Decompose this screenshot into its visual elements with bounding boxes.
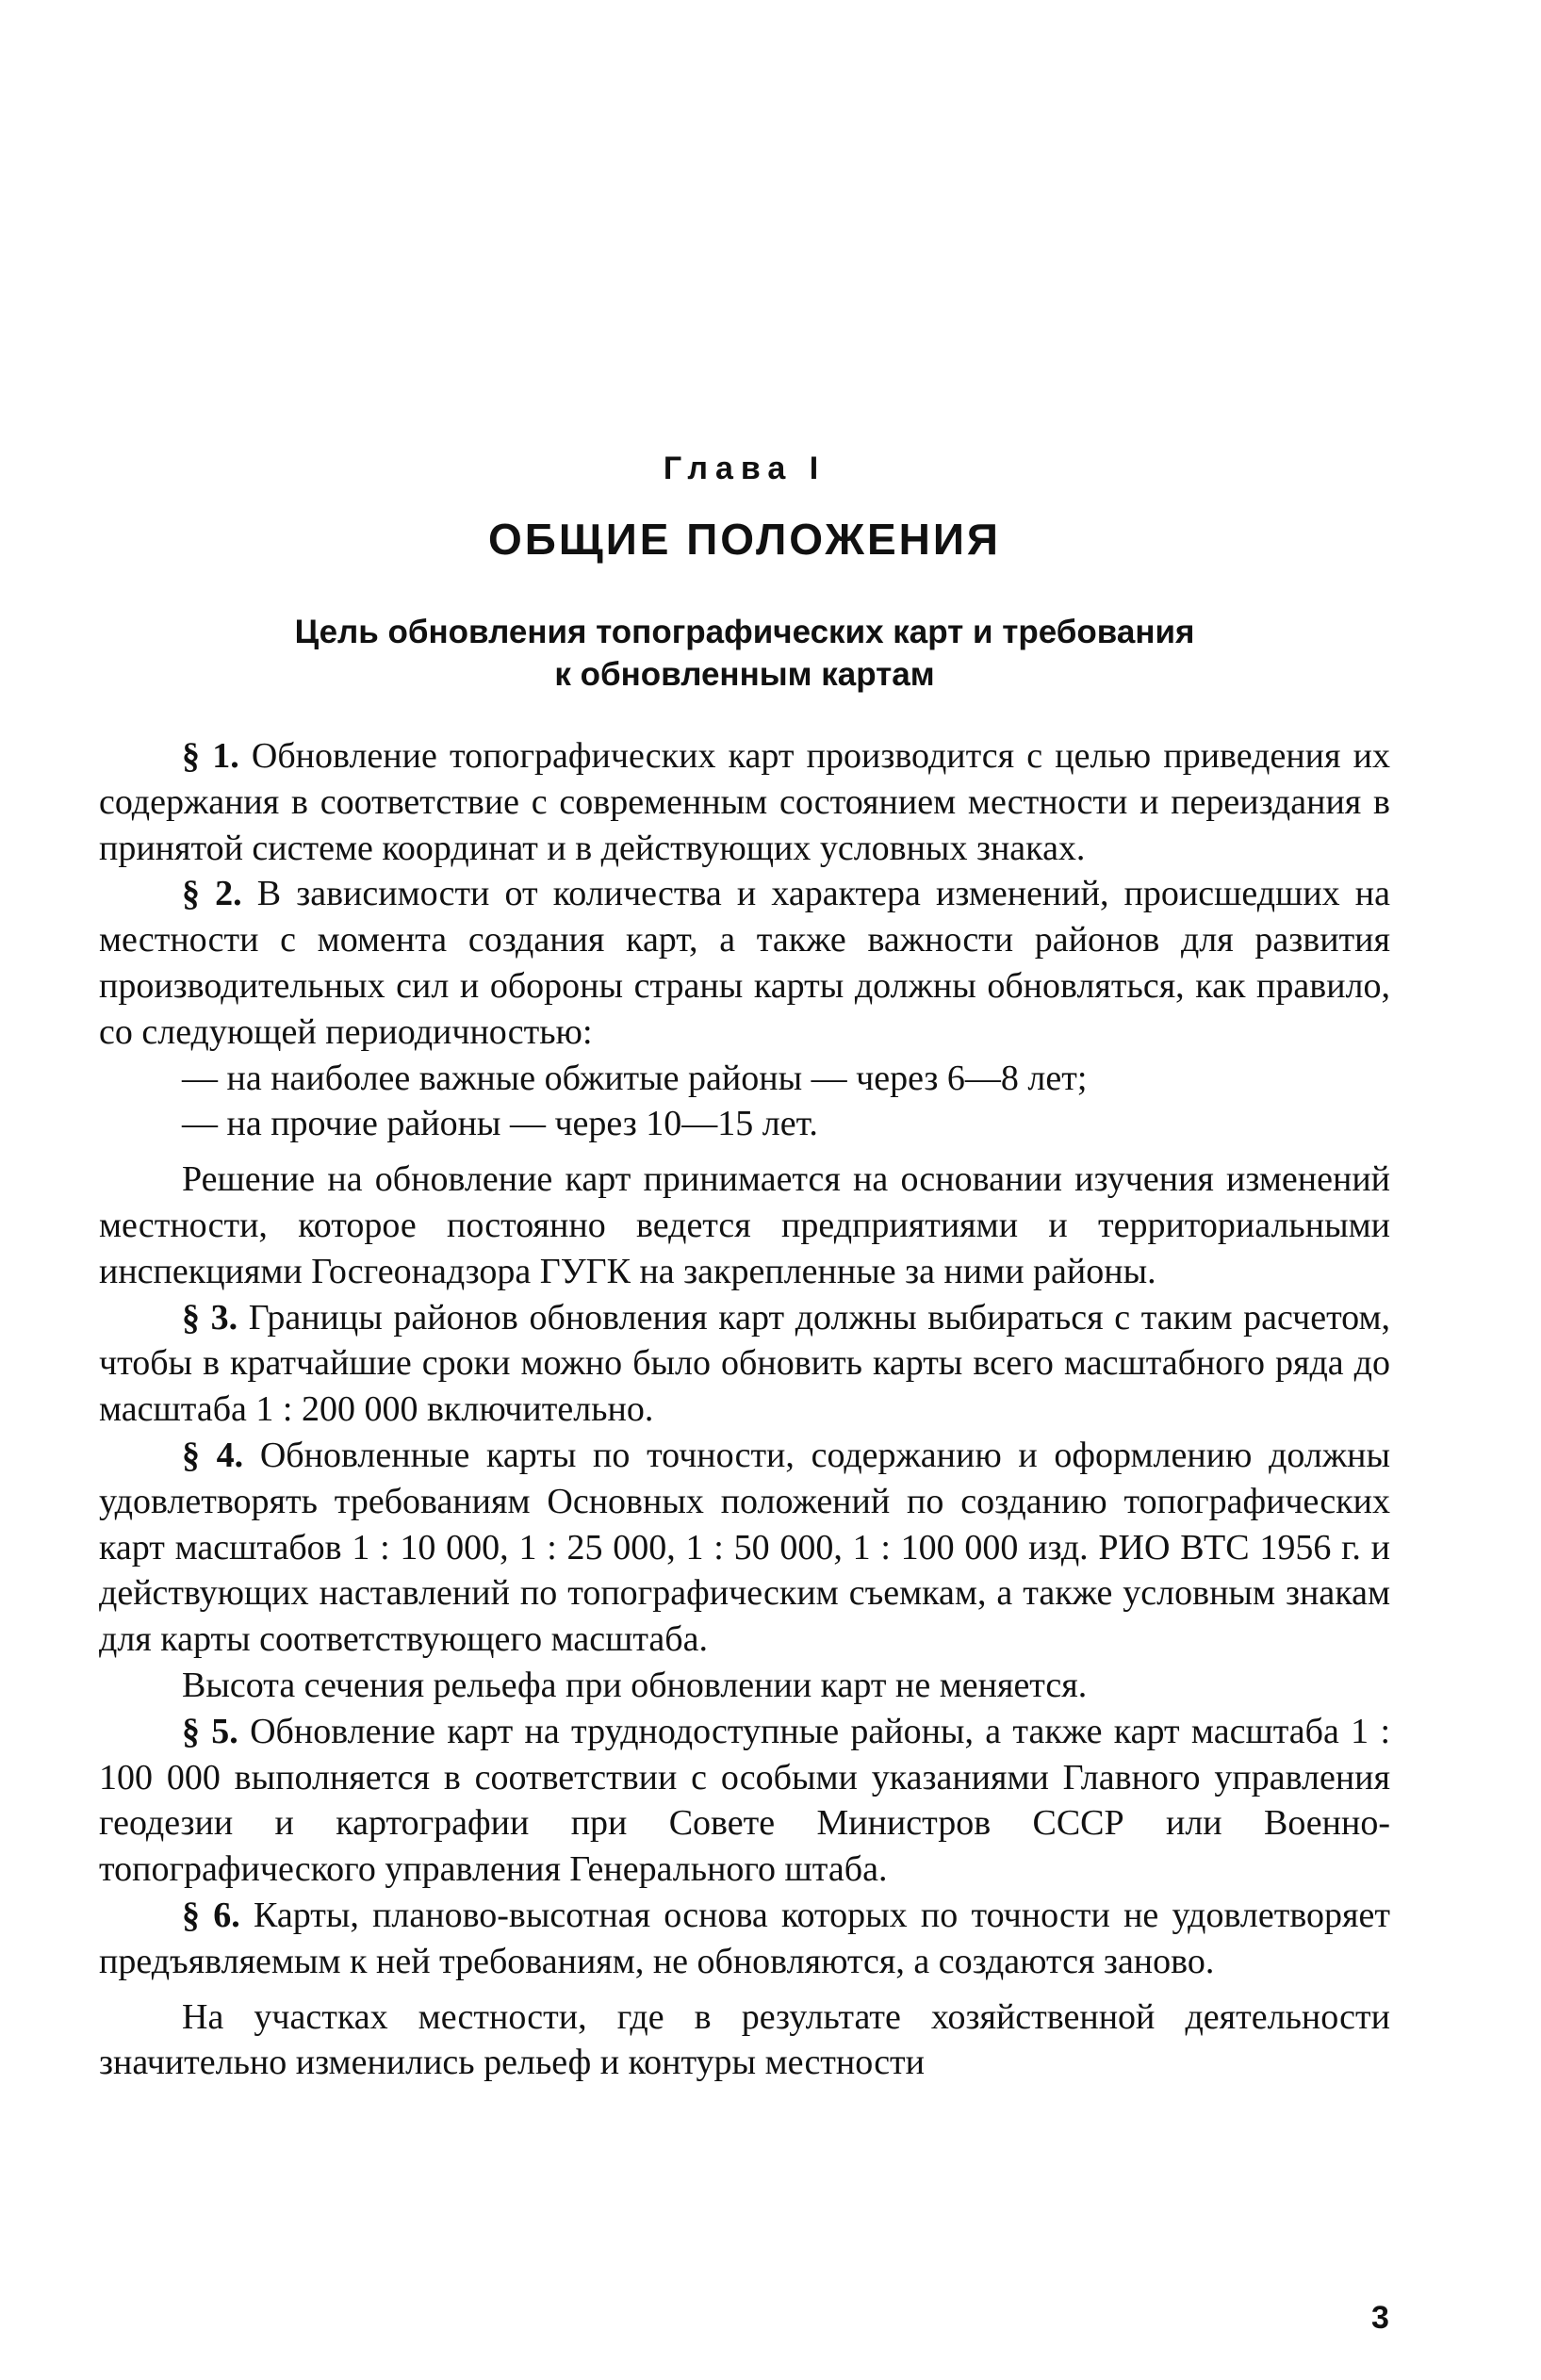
paragraph-relief [99,1663,1390,1709]
paragraph-6 [99,1893,1390,1985]
paragraph-label: § 3. [182,1297,238,1338]
list-item-dash [99,1056,1390,1102]
paragraph-decision [99,1157,1390,1294]
paragraph-areas [99,1994,1390,2087]
chapter-label: Глава I [663,451,827,486]
paragraph-text: — на прочие районы — через 10—15 лет. [182,1104,818,1144]
paragraph-text: Высота сечения рельефа при обновлении карт не меняется. [182,1665,1088,1705]
paragraph-text: Обновление топографических карт производится с целью приведения их содержания в соответствие с современным состоянием местности и переиздания в принятой системе координат и в действующих условных знаках. [99,736,1390,868]
paragraph-text: — на наиболее важные обжитые районы — через 6—8 лет; [182,1058,1088,1098]
page-number: 3 [1371,2300,1389,2336]
paragraph-label: § 1. [182,736,239,776]
section-heading [141,611,1348,696]
paragraph-label: § 2. [182,874,242,914]
body-text [99,733,1390,2086]
paragraph-3 [99,1295,1390,1433]
paragraph-text: Обновленные карты по точности, содержанию и оформлению должны удовлетворять требованиям Основных положений по созданию топографических карт масштабов 1 : 10 000, 1 : 25 000, 1 : 50 000, 1 : 100 000 изд. РИО ВТС 1956 г. и действующих наставлений по топографическим съемкам, а также условным знакам для карты соответствующего масштаба. [99,1435,1390,1660]
section-heading-line: Цель обновления топографических карт и требования [294,614,1195,650]
paragraph-text: Решение на обновление карт принимается на основании изучения изменений местности, которое постоянно ведется предприятиями и территориальными инспекциями Госгеонадзора ГУГК на закрепленные за ними районы. [99,1159,1390,1291]
paragraph-2 [99,871,1390,1055]
paragraph-text: Границы районов обновления карт должны выбираться с таким расчетом, чтобы в кратчайшие сроки можно было обновить карты всего масштабного ряда до масштаба 1 : 200 000 включительно. [99,1297,1390,1430]
paragraph-text: Карты, планово-высотная основа которых по точности не удовлетворяет предъявляемым к ней требованиям, не обновляются, а создаются заново. [99,1895,1390,1981]
paragraph-text: Обновление карт на труднодоступные районы, а также карт масштаба 1 : 100 000 выполняется в соответствии с особыми указаниями Главного управления геодезии и картографии при Совете Министров СССР или Военно-топографического управления Генерального штаба. [99,1711,1391,1890]
list-item-dash [99,1101,1390,1147]
paragraph-text: В зависимости от количества и характера изменений, происшедших на местности с момента создания карт, а также важности районов для развития производительных сил и обороны страны карты должны обновляться, как правило, со следующей периодичностью: [99,874,1390,1052]
paragraph-1 [99,733,1390,871]
paragraph-5 [99,1709,1390,1893]
paragraph-label: § 6. [182,1895,240,1935]
section-heading-line: к обновленным картам [554,656,935,693]
paragraph-label: § 4. [182,1435,244,1475]
paragraph-4 [99,1433,1390,1663]
paragraph-label: § 5. [182,1711,238,1751]
paragraph-text: На участках местности, где в результате хозяйственной деятельности значительно изменились рельеф и контуры местности [99,1996,1390,2083]
chapter-title: ОБЩИЕ ПОЛОЖЕНИЯ [488,515,1001,564]
